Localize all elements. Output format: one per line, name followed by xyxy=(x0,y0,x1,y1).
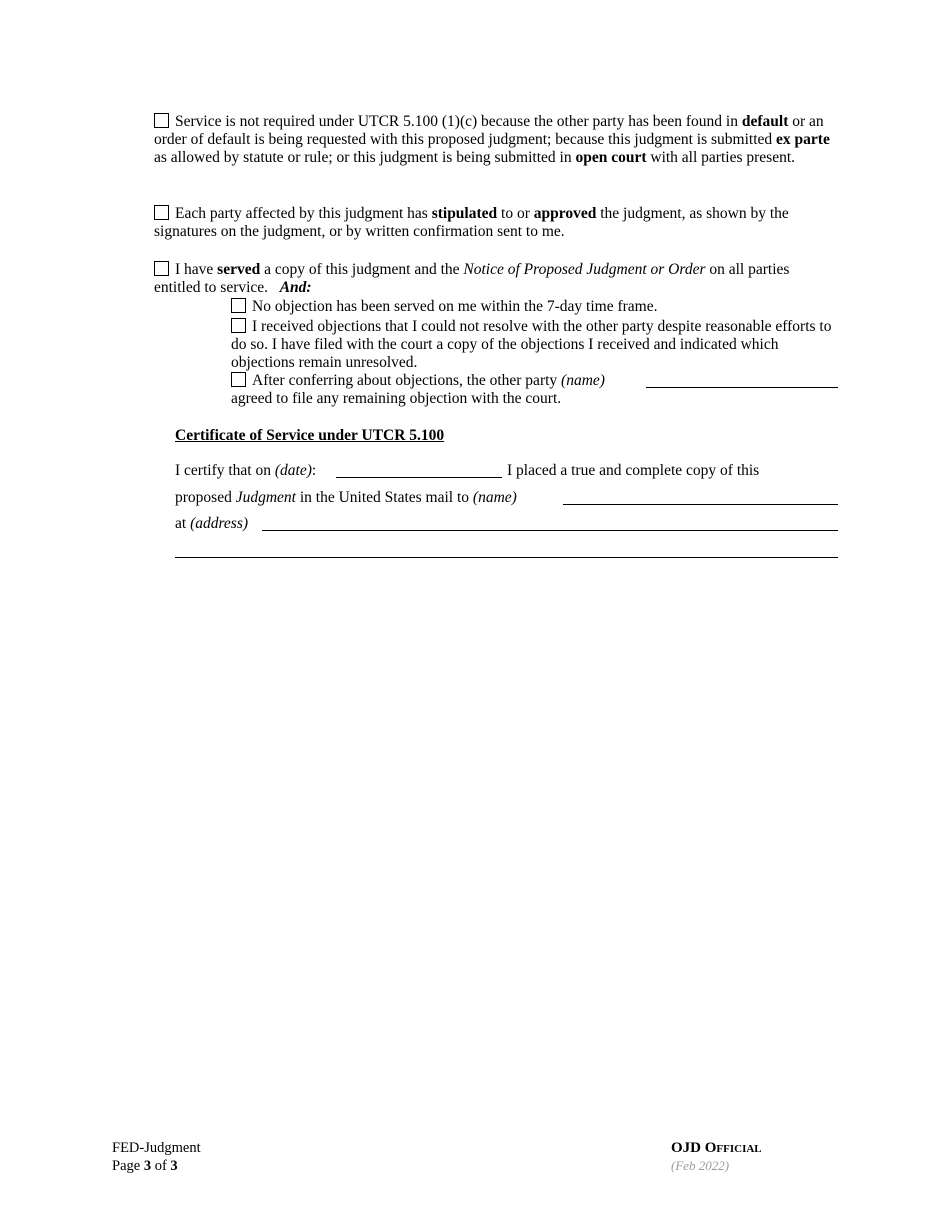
page-indicator xyxy=(112,1157,201,1175)
received-objections-checkbox[interactable] xyxy=(231,318,246,333)
date-label: (date) xyxy=(274,462,312,479)
received-objections-option xyxy=(231,318,836,372)
text: or an order of default is being requested with this proposed judgment; because this judgment is submitted xyxy=(154,113,824,148)
italic-notice: Notice of Proposed Judgment or Order xyxy=(463,261,706,278)
text: I certify that on xyxy=(175,462,275,479)
no-objection-checkbox[interactable] xyxy=(231,298,246,313)
stipulated-checkbox[interactable] xyxy=(154,205,169,220)
date-line[interactable] xyxy=(336,477,502,478)
certify-line-1b: I placed a true and complete copy of this xyxy=(507,462,760,479)
text: with all parties present. xyxy=(646,149,795,166)
footer-right xyxy=(671,1139,762,1175)
and-label: And: xyxy=(279,279,312,296)
bold-stipulated: stipulated xyxy=(431,205,498,222)
text: on all parties entitled to service. xyxy=(154,261,790,296)
revision-date: (Feb 2022) xyxy=(671,1158,730,1173)
address-line-2[interactable] xyxy=(175,557,838,558)
bold-default: default xyxy=(741,113,789,130)
ojd-official-label: OJD Official xyxy=(671,1140,762,1156)
service-not-required-checkbox[interactable] xyxy=(154,113,169,128)
address-label: (address) xyxy=(190,515,249,532)
form-name: FED-Judgment xyxy=(112,1140,201,1156)
certify-line-2 xyxy=(175,489,517,507)
received-objections-label: I received objections that I could not resolve with the other party despite reasonable efforts to do so. I have filed with the court a copy of the objections I received and indicated which objections remain unresolved. xyxy=(231,318,832,371)
no-objection-label: No objection has been served on me within the 7-day time frame. xyxy=(252,298,658,315)
stipulated-paragraph xyxy=(154,205,834,241)
address-line[interactable] xyxy=(262,530,838,531)
certify-line-1 xyxy=(175,462,316,480)
bold-open-court: open court xyxy=(575,149,647,166)
conferring-name-line[interactable] xyxy=(646,387,838,388)
served-checkbox[interactable] xyxy=(154,261,169,276)
text: proposed xyxy=(175,489,236,506)
text: agreed to file any remaining objection with the court. xyxy=(231,390,562,407)
bold-ex-parte: ex parte xyxy=(776,131,830,148)
footer-left xyxy=(112,1139,201,1175)
text: the judgment, as shown by the signatures on the judgment, or by written confirmation sent to me. xyxy=(154,205,789,240)
text: a copy of this judgment and the xyxy=(260,261,464,278)
page-number: 3 xyxy=(143,1158,152,1174)
text: Each party affected by this judgment has xyxy=(175,205,432,222)
conferring-option xyxy=(231,372,836,408)
page-of: of xyxy=(151,1158,171,1174)
no-objection-option xyxy=(231,298,836,316)
bold-approved: approved xyxy=(533,205,597,222)
served-paragraph xyxy=(154,261,834,297)
service-not-required-paragraph xyxy=(154,113,834,167)
text: I have xyxy=(175,261,218,278)
judgment-italic: Judgment xyxy=(235,489,296,506)
conferring-checkbox[interactable] xyxy=(231,372,246,387)
name-placeholder-label: (name) xyxy=(561,372,605,389)
name-line[interactable] xyxy=(563,504,838,505)
text: to or xyxy=(497,205,534,222)
name-label: (name) xyxy=(472,489,517,506)
page-label: Page xyxy=(112,1158,144,1174)
text: in the United States mail to xyxy=(295,489,473,506)
text: After conferring about objections, the other party xyxy=(252,372,562,389)
text: at xyxy=(175,515,191,532)
text: : xyxy=(311,462,317,479)
page-total: 3 xyxy=(170,1158,178,1174)
certificate-heading: Certificate of Service under UTCR 5.100 xyxy=(175,427,445,444)
bold-served: served xyxy=(217,261,261,278)
text: Service is not required under UTCR 5.100 (1)(c) because the other party has been found in xyxy=(175,113,742,130)
certify-line-3 xyxy=(175,515,248,533)
text: as allowed by statute or rule; or this judgment is being submitted in xyxy=(154,149,576,166)
